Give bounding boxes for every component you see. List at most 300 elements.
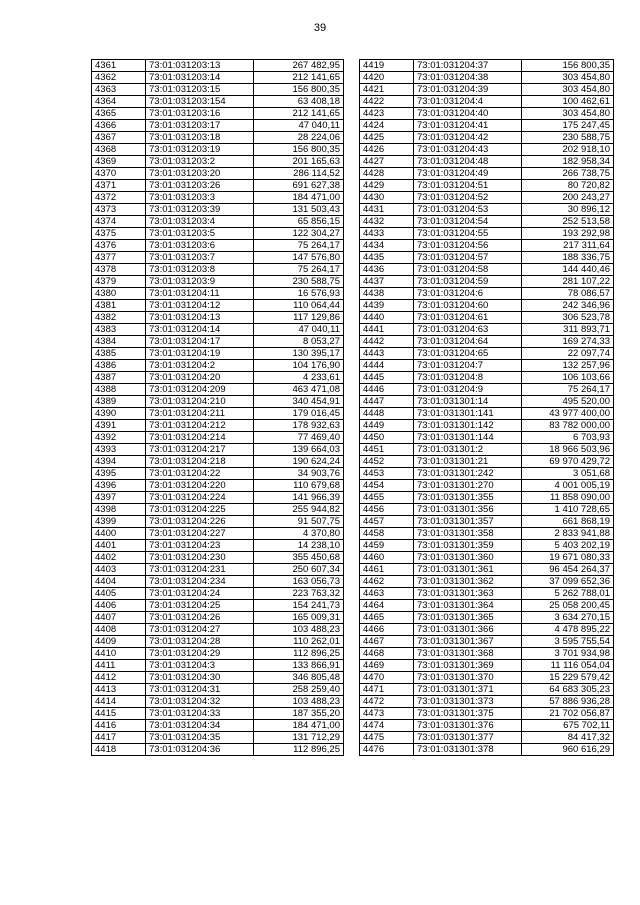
row-number: 4385 [92,348,146,360]
row-number: 4426 [360,144,414,156]
cadastral-number: 73:01:031204:9 [414,384,522,396]
row-number: 4472 [360,696,414,708]
cadastral-number: 73:01:031204:218 [146,456,254,468]
row-number: 4411 [92,660,146,672]
cadastral-number: 73:01:031204:64 [414,336,522,348]
cadastral-number: 73:01:031204:6 [414,288,522,300]
cadastral-number: 73:01:031301:370 [414,672,522,684]
table-row [360,432,614,444]
table-row [92,432,344,444]
row-number: 4362 [92,72,146,84]
cadastral-number: 73:01:031301:144 [414,432,522,444]
cadastral-number: 73:01:031203:19 [146,144,254,156]
cadastral-value: 64 683 305,23 [522,684,614,696]
cadastral-value: 691 627,38 [254,180,344,192]
row-number: 4432 [360,216,414,228]
cadastral-number: 73:01:031204:53 [414,204,522,216]
cadastral-value: 91 507,75 [254,516,344,528]
cadastral-number: 73:01:031204:56 [414,240,522,252]
table-row [92,648,344,660]
table-row [360,96,614,108]
table-row [92,636,344,648]
table-row [92,264,344,276]
cadastral-value: 112 896,25 [254,744,344,756]
cadastral-number: 73:01:031204:49 [414,168,522,180]
table-row [92,324,344,336]
cadastral-number: 73:01:031204:40 [414,108,522,120]
cadastral-value: 230 588,75 [522,132,614,144]
table-row [360,660,614,672]
table-row [92,468,344,480]
table-row [92,552,344,564]
cadastral-value: 144 440,46 [522,264,614,276]
row-number: 4399 [92,516,146,528]
cadastral-number: 73:01:031204:59 [414,276,522,288]
cadastral-number: 73:01:031204:225 [146,504,254,516]
cadastral-number: 73:01:031204:63 [414,324,522,336]
row-number: 4468 [360,648,414,660]
cadastral-value: 103 488,23 [254,696,344,708]
cadastral-value: 178 932,63 [254,420,344,432]
table-row [360,672,614,684]
row-number: 4429 [360,180,414,192]
cadastral-value: 75 264,17 [522,384,614,396]
row-number: 4464 [360,600,414,612]
cadastral-number: 73:01:031301:378 [414,744,522,756]
table-row [360,612,614,624]
cadastral-number: 73:01:031204:14 [146,324,254,336]
table-row [92,204,344,216]
cadastral-number: 73:01:031204:34 [146,720,254,732]
cadastral-number: 73:01:031301:371 [414,684,522,696]
row-number: 4407 [92,612,146,624]
table-row [92,384,344,396]
table-row [92,180,344,192]
row-number: 4470 [360,672,414,684]
row-number: 4363 [92,84,146,96]
cadastral-number: 73:01:031204:52 [414,192,522,204]
cadastral-value: 110 262,01 [254,636,344,648]
row-number: 4437 [360,276,414,288]
cadastral-value: 675 702,11 [522,720,614,732]
cadastral-number: 73:01:031204:28 [146,636,254,648]
cadastral-number: 73:01:031204:3 [146,660,254,672]
cadastral-value: 11 116 054,04 [522,660,614,672]
cadastral-value: 30 896,12 [522,204,614,216]
table-row [360,336,614,348]
row-number: 4412 [92,672,146,684]
row-number: 4398 [92,504,146,516]
cadastral-number: 73:01:031203:4 [146,216,254,228]
table-row [92,156,344,168]
cadastral-number: 73:01:031204:22 [146,468,254,480]
table-row [92,60,344,72]
table-row [360,192,614,204]
cadastral-number: 73:01:031203:8 [146,264,254,276]
cadastral-number: 73:01:031204:210 [146,396,254,408]
row-number: 4440 [360,312,414,324]
cadastral-value: 212 141,65 [254,72,344,84]
cadastral-number: 73:01:031204:54 [414,216,522,228]
cadastral-number: 73:01:031203:20 [146,168,254,180]
cadastral-number: 73:01:031204:61 [414,312,522,324]
cadastral-value: 18 966 503,96 [522,444,614,456]
table-row [92,660,344,672]
table-row [360,72,614,84]
cadastral-value: 77 469,40 [254,432,344,444]
table-row [92,144,344,156]
cadastral-value: 69 970 429,72 [522,456,614,468]
cadastral-value: 169 274,33 [522,336,614,348]
table-row [360,480,614,492]
cadastral-number: 73:01:031301:242 [414,468,522,480]
cadastral-number: 73:01:031204:2 [146,360,254,372]
cadastral-number: 73:01:031301:141 [414,408,522,420]
table-row [92,96,344,108]
row-number: 4421 [360,84,414,96]
cadastral-value: 252 513,58 [522,216,614,228]
cadastral-value: 4 233,61 [254,372,344,384]
row-number: 4427 [360,156,414,168]
cadastral-number: 73:01:031203:3 [146,192,254,204]
cadastral-value: 139 664,03 [254,444,344,456]
table-row [360,180,614,192]
cadastral-value: 303 454,80 [522,84,614,96]
table-row [360,468,614,480]
row-number: 4391 [92,420,146,432]
table-row [360,528,614,540]
row-number: 4413 [92,684,146,696]
table-row [360,576,614,588]
table-row [92,696,344,708]
table-row [92,408,344,420]
cadastral-value: 28 224,06 [254,132,344,144]
row-number: 4419 [360,60,414,72]
cadastral-value: 661 868,19 [522,516,614,528]
row-number: 4417 [92,732,146,744]
table-row [360,456,614,468]
cadastral-value: 184 471,00 [254,720,344,732]
row-number: 4459 [360,540,414,552]
cadastral-number: 73:01:031203:39 [146,204,254,216]
table-row [360,648,614,660]
cadastral-value: 47 040,11 [254,120,344,132]
row-number: 4367 [92,132,146,144]
cadastral-value: 182 958,34 [522,156,614,168]
cadastral-value: 75 264,17 [254,264,344,276]
table-row [360,636,614,648]
cadastral-value: 132 257,96 [522,360,614,372]
table-row [92,288,344,300]
table-row [360,720,614,732]
cadastral-value: 281 107,22 [522,276,614,288]
table-row [92,252,344,264]
table-row [92,372,344,384]
row-number: 4414 [92,696,146,708]
table-row [360,84,614,96]
row-number: 4460 [360,552,414,564]
cadastral-value: 147 576,80 [254,252,344,264]
cadastral-value: 78 086,57 [522,288,614,300]
cadastral-number: 73:01:031301:377 [414,732,522,744]
table-row [360,348,614,360]
cadastral-value: 223 763,32 [254,588,344,600]
cadastral-value: 25 058 200,45 [522,600,614,612]
row-number: 4375 [92,228,146,240]
cadastral-number: 73:01:031203:154 [146,96,254,108]
cadastral-value: 306 523,78 [522,312,614,324]
cadastral-value: 112 896,25 [254,648,344,660]
table-row [360,684,614,696]
cadastral-value: 11 858 090,00 [522,492,614,504]
cadastral-value: 106 103,66 [522,372,614,384]
cadastral-value: 495 520,00 [522,396,614,408]
row-number: 4422 [360,96,414,108]
cadastral-value: 156 800,35 [254,84,344,96]
table-row [92,120,344,132]
cadastral-value: 110 679,68 [254,480,344,492]
row-number: 4453 [360,468,414,480]
cadastral-value: 63 408,18 [254,96,344,108]
table-row [360,144,614,156]
row-number: 4446 [360,384,414,396]
row-number: 4439 [360,300,414,312]
table-row [360,504,614,516]
cadastral-value: 193 292,98 [522,228,614,240]
row-number: 4361 [92,60,146,72]
table-row [92,444,344,456]
cadastral-value: 184 471,00 [254,192,344,204]
cadastral-number: 73:01:031204:224 [146,492,254,504]
table-row [92,216,344,228]
row-number: 4473 [360,708,414,720]
table-row [92,312,344,324]
row-number: 4371 [92,180,146,192]
table-row [360,372,614,384]
row-number: 4387 [92,372,146,384]
table-row [92,504,344,516]
cadastral-number: 73:01:031301:270 [414,480,522,492]
row-number: 4380 [92,288,146,300]
row-number: 4381 [92,300,146,312]
cadastral-number: 73:01:031204:7 [414,360,522,372]
cadastral-number: 73:01:031204:39 [414,84,522,96]
table-row [92,588,344,600]
row-number: 4435 [360,252,414,264]
table-row [360,288,614,300]
table-row [92,192,344,204]
cadastral-number: 73:01:031301:368 [414,648,522,660]
row-number: 4401 [92,540,146,552]
row-number: 4410 [92,648,146,660]
row-number: 4461 [360,564,414,576]
cadastral-number: 73:01:031301:356 [414,504,522,516]
cadastral-number: 73:01:031301:21 [414,456,522,468]
cadastral-number: 73:01:031204:32 [146,696,254,708]
cadastral-value: 201 165,63 [254,156,344,168]
table-row [360,564,614,576]
table-row [360,120,614,132]
table-row [92,360,344,372]
table-row [360,492,614,504]
row-number: 4458 [360,528,414,540]
table-row [360,708,614,720]
cadastral-number: 73:01:031204:37 [414,60,522,72]
cadastral-number: 73:01:031204:209 [146,384,254,396]
cadastral-number: 73:01:031204:65 [414,348,522,360]
cadastral-number: 73:01:031203:15 [146,84,254,96]
cadastral-value: 5 403 202,19 [522,540,614,552]
cadastral-value: 84 417,32 [522,732,614,744]
cadastral-value: 80 720,82 [522,180,614,192]
table-row [92,456,344,468]
table-row [92,612,344,624]
cadastral-value: 258 259,40 [254,684,344,696]
row-number: 4370 [92,168,146,180]
row-number: 4452 [360,456,414,468]
cadastral-value: 266 738,75 [522,168,614,180]
cadastral-value: 165 009,31 [254,612,344,624]
table-row [360,696,614,708]
table-row [360,624,614,636]
cadastral-number: 73:01:031204:211 [146,408,254,420]
table-row [92,600,344,612]
table-row [360,204,614,216]
cadastral-value: 311 893,71 [522,324,614,336]
cadastral-value: 242 346,96 [522,300,614,312]
table-row [92,72,344,84]
row-number: 4376 [92,240,146,252]
cadastral-number: 73:01:031203:9 [146,276,254,288]
cadastral-value: 217 311,64 [522,240,614,252]
cadastral-number: 73:01:031301:375 [414,708,522,720]
row-number: 4404 [92,576,146,588]
table-row [360,600,614,612]
row-number: 4416 [92,720,146,732]
cadastral-value: 175 247,45 [522,120,614,132]
cadastral-number: 73:01:031204:220 [146,480,254,492]
row-number: 4366 [92,120,146,132]
row-number: 4467 [360,636,414,648]
table-row [360,264,614,276]
row-number: 4402 [92,552,146,564]
row-number: 4418 [92,744,146,756]
cadastral-value: 250 607,34 [254,564,344,576]
table-row [92,492,344,504]
cadastral-number: 73:01:031204:58 [414,264,522,276]
table-row [92,348,344,360]
row-number: 4457 [360,516,414,528]
cadastral-number: 73:01:031204:20 [146,372,254,384]
cadastral-value: 14 238,10 [254,540,344,552]
row-number: 4466 [360,624,414,636]
row-number: 4406 [92,600,146,612]
row-number: 4476 [360,744,414,756]
row-number: 4443 [360,348,414,360]
cadastral-number: 73:01:031204:11 [146,288,254,300]
row-number: 4408 [92,624,146,636]
cadastral-value: 43 977 400,00 [522,408,614,420]
table-row [92,396,344,408]
row-number: 4403 [92,564,146,576]
cadastral-value: 117 129,86 [254,312,344,324]
table-row [92,708,344,720]
row-number: 4372 [92,192,146,204]
table-row [360,240,614,252]
cadastral-value: 4 370,80 [254,528,344,540]
table-row [92,624,344,636]
row-number: 4444 [360,360,414,372]
row-number: 4405 [92,588,146,600]
cadastral-number: 73:01:031204:234 [146,576,254,588]
table-row [92,300,344,312]
cadastral-number: 73:01:031204:33 [146,708,254,720]
table-row [360,384,614,396]
cadastral-number: 73:01:031301:142 [414,420,522,432]
row-number: 4386 [92,360,146,372]
page-number: 39 [313,22,327,34]
cadastral-number: 73:01:031204:26 [146,612,254,624]
row-number: 4409 [92,636,146,648]
cadastral-value: 960 616,29 [522,744,614,756]
table-row [360,360,614,372]
cadastral-table-right [359,59,614,756]
cadastral-number: 73:01:031301:364 [414,600,522,612]
table-row [92,480,344,492]
cadastral-value: 100 462,61 [522,96,614,108]
row-number: 4365 [92,108,146,120]
cadastral-number: 73:01:031301:363 [414,588,522,600]
cadastral-value: 2 833 941,88 [522,528,614,540]
table-row [92,564,344,576]
table-row [92,744,344,756]
cadastral-number: 73:01:031203:18 [146,132,254,144]
table-row [360,312,614,324]
cadastral-value: 202 918,10 [522,144,614,156]
cadastral-number: 73:01:031301:361 [414,564,522,576]
row-number: 4393 [92,444,146,456]
cadastral-number: 73:01:031301:2 [414,444,522,456]
cadastral-number: 73:01:031203:26 [146,180,254,192]
cadastral-value: 267 482,95 [254,60,344,72]
row-number: 4445 [360,372,414,384]
cadastral-value: 131 712,29 [254,732,344,744]
row-number: 4455 [360,492,414,504]
table-row [92,720,344,732]
cadastral-number: 73:01:031204:4 [414,96,522,108]
table-row [92,576,344,588]
cadastral-number: 73:01:031204:19 [146,348,254,360]
cadastral-value: 47 040,11 [254,324,344,336]
cadastral-number: 73:01:031204:55 [414,228,522,240]
row-number: 4463 [360,588,414,600]
cadastral-number: 73:01:031301:357 [414,516,522,528]
row-number: 4450 [360,432,414,444]
cadastral-value: 37 099 652,36 [522,576,614,588]
table-row [360,276,614,288]
row-number: 4456 [360,504,414,516]
cadastral-number: 73:01:031203:6 [146,240,254,252]
cadastral-value: 3 595 755,54 [522,636,614,648]
cadastral-value: 156 800,35 [522,60,614,72]
cadastral-value: 75 264,17 [254,240,344,252]
cadastral-number: 73:01:031204:48 [414,156,522,168]
cadastral-number: 73:01:031204:226 [146,516,254,528]
cadastral-number: 73:01:031204:8 [414,372,522,384]
table-row [360,108,614,120]
row-number: 4379 [92,276,146,288]
table-row [360,408,614,420]
